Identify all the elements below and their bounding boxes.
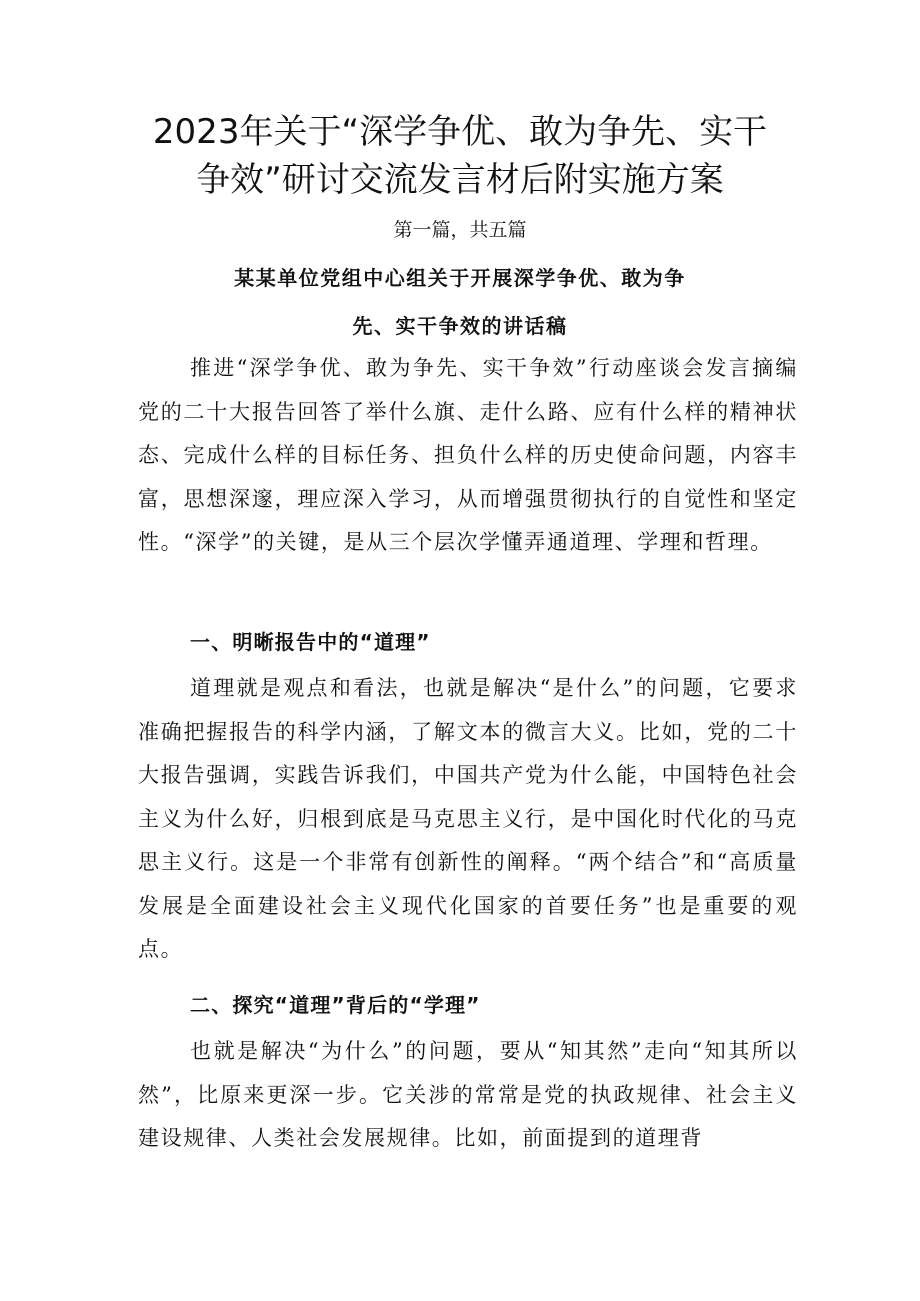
section-heading-1: 一、明晰报告中的“道理” — [190, 630, 431, 654]
body-paragraph-3: 也就是解决“为什么”的问题，要从“知其然”走向“知其所以然”，比原来更深一步。它关涉的常常是党的执政规律、社会主义建设规律、人类社会发展规律。比如，前面提到的道理背 — [138, 1039, 798, 1150]
article-heading-line-2: 先、实干争效的讲话稿 — [352, 314, 568, 338]
document-title-line-2: 争效”研讨交流发言材后附实施方案 — [196, 160, 724, 200]
document-subtitle: 第一篇，共五篇 — [393, 219, 527, 241]
section-heading-2: 二、探究“道理”背后的“学理” — [190, 993, 481, 1017]
body-paragraph-2: 道理就是观点和看法，也就是解决“是什么”的问题，它要求准确把握报告的科学内涵，了解文本的微言大义。比如，党的二十大报告强调，实践告诉我们，中国共产党为什么能，中国特色社会主义为什么好，归根到底是马克思主义行，是中国化时代化的马克思主义行。这是一个非常有创新性的阐释。“两个结合”和“高质量发展是全面建设社会主义现代化国家的首要任务”也是重要的观点。 — [138, 676, 798, 961]
document-title-line-1: 2023年关于“深学争优、敢为争先、实干 — [152, 112, 768, 152]
body-paragraph-1: 推进“深学争优、敢为争先、实干争效”行动座谈会发言摘编党的二十大报告回答了举什么旗、走什么路、应有什么样的精神状态、完成什么样的目标任务、担负什么样的历史使命问题，内容丰富，思想深邃，理应深入学习，从而增强贯彻执行的自觉性和坚定性。“深学”的关键，是从三个层次学懂弄通道理、学理和哲理。 — [138, 356, 798, 554]
article-heading-line-1: 某某单位党组中心组关于开展深学争优、敢为争 — [234, 266, 686, 290]
